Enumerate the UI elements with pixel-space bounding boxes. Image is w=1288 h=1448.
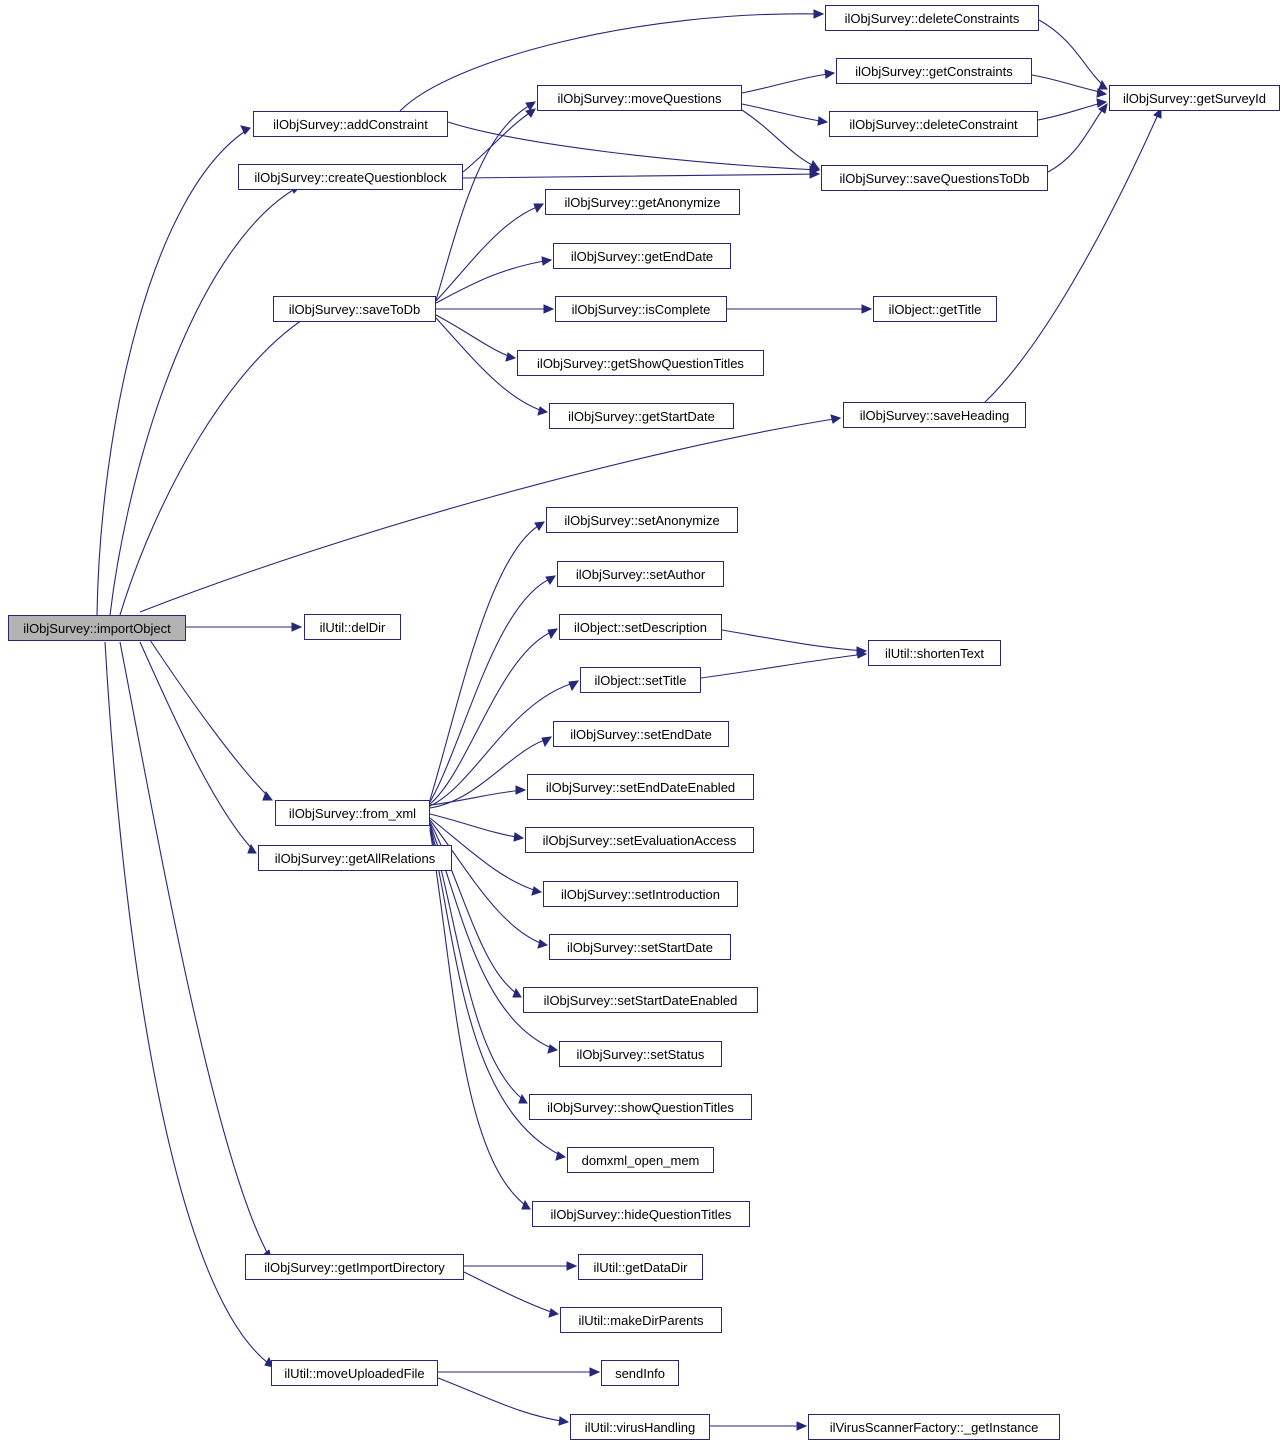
graph-node-setStartDateEnabled[interactable]: ilObjSurvey::setStartDateEnabled	[523, 987, 758, 1013]
graph-node-setAnonymize[interactable]: ilObjSurvey::setAnonymize	[546, 507, 738, 533]
graph-node-domxml_open_mem[interactable]: domxml_open_mem	[567, 1147, 714, 1173]
graph-node-hideQuestionTitles[interactable]: ilObjSurvey::hideQuestionTitles	[532, 1201, 750, 1227]
graph-node-deleteConstraint[interactable]: ilObjSurvey::deleteConstraint	[829, 111, 1038, 137]
graph-node-setAuthor[interactable]: ilObjSurvey::setAuthor	[557, 561, 724, 587]
graph-node-importObject[interactable]: ilObjSurvey::importObject	[8, 615, 186, 641]
graph-node-getAnonymize[interactable]: ilObjSurvey::getAnonymize	[545, 189, 740, 215]
graph-node-setTitle[interactable]: ilObject::setTitle	[580, 667, 701, 693]
graph-node-getSurveyId[interactable]: ilObjSurvey::getSurveyId	[1109, 85, 1280, 111]
graph-node-getDataDir[interactable]: ilUtil::getDataDir	[578, 1254, 703, 1280]
graph-node-getStartDate[interactable]: ilObjSurvey::getStartDate	[549, 403, 734, 429]
graph-node-getInstance[interactable]: ilVirusScannerFactory::_getInstance	[808, 1414, 1060, 1440]
graph-node-from_xml[interactable]: ilObjSurvey::from_xml	[275, 800, 430, 826]
graph-node-moveQuestions[interactable]: ilObjSurvey::moveQuestions	[537, 85, 742, 111]
graph-node-setDescription[interactable]: ilObject::setDescription	[559, 614, 722, 640]
graph-node-virusHandling[interactable]: ilUtil::virusHandling	[570, 1414, 710, 1440]
graph-node-getImportDirectory[interactable]: ilObjSurvey::getImportDirectory	[245, 1254, 464, 1280]
graph-node-setEndDateEnabled[interactable]: ilObjSurvey::setEndDateEnabled	[527, 774, 754, 800]
graph-node-delDir[interactable]: ilUtil::delDir	[304, 614, 401, 640]
graph-node-shortenText[interactable]: ilUtil::shortenText	[868, 640, 1001, 666]
graph-node-setEndDate[interactable]: ilObjSurvey::setEndDate	[553, 721, 729, 747]
graph-node-sendInfo[interactable]: sendInfo	[601, 1360, 679, 1386]
graph-node-showQuestionTitles[interactable]: ilObjSurvey::showQuestionTitles	[529, 1094, 752, 1120]
graph-node-getConstraints[interactable]: ilObjSurvey::getConstraints	[836, 58, 1032, 84]
graph-node-setEvaluationAccess[interactable]: ilObjSurvey::setEvaluationAccess	[525, 827, 754, 853]
graph-node-setIntroduction[interactable]: ilObjSurvey::setIntroduction	[543, 881, 738, 907]
graph-node-setStartDate[interactable]: ilObjSurvey::setStartDate	[549, 934, 731, 960]
graph-node-getEndDate[interactable]: ilObjSurvey::getEndDate	[553, 243, 731, 269]
graph-node-saveToDb[interactable]: ilObjSurvey::saveToDb	[273, 296, 436, 322]
graph-node-getTitle[interactable]: ilObject::getTitle	[873, 296, 997, 322]
graph-node-deleteConstraints[interactable]: ilObjSurvey::deleteConstraints	[825, 5, 1039, 31]
graph-node-makeDirParents[interactable]: ilUtil::makeDirParents	[560, 1307, 722, 1333]
graph-node-saveQuestionsToDb[interactable]: ilObjSurvey::saveQuestionsToDb	[821, 165, 1048, 191]
graph-node-getAllRelations[interactable]: ilObjSurvey::getAllRelations	[258, 845, 452, 871]
graph-node-addConstraint[interactable]: ilObjSurvey::addConstraint	[253, 111, 448, 137]
graph-node-saveHeading[interactable]: ilObjSurvey::saveHeading	[843, 402, 1026, 428]
graph-node-getShowQuestionTitles[interactable]: ilObjSurvey::getShowQuestionTitles	[517, 350, 764, 376]
graph-node-moveUploadedFile[interactable]: ilUtil::moveUploadedFile	[271, 1360, 438, 1386]
graph-node-isComplete[interactable]: ilObjSurvey::isComplete	[555, 296, 727, 322]
graph-node-setStatus[interactable]: ilObjSurvey::setStatus	[559, 1041, 722, 1067]
graph-node-createQuestionblock[interactable]: ilObjSurvey::createQuestionblock	[238, 164, 463, 190]
